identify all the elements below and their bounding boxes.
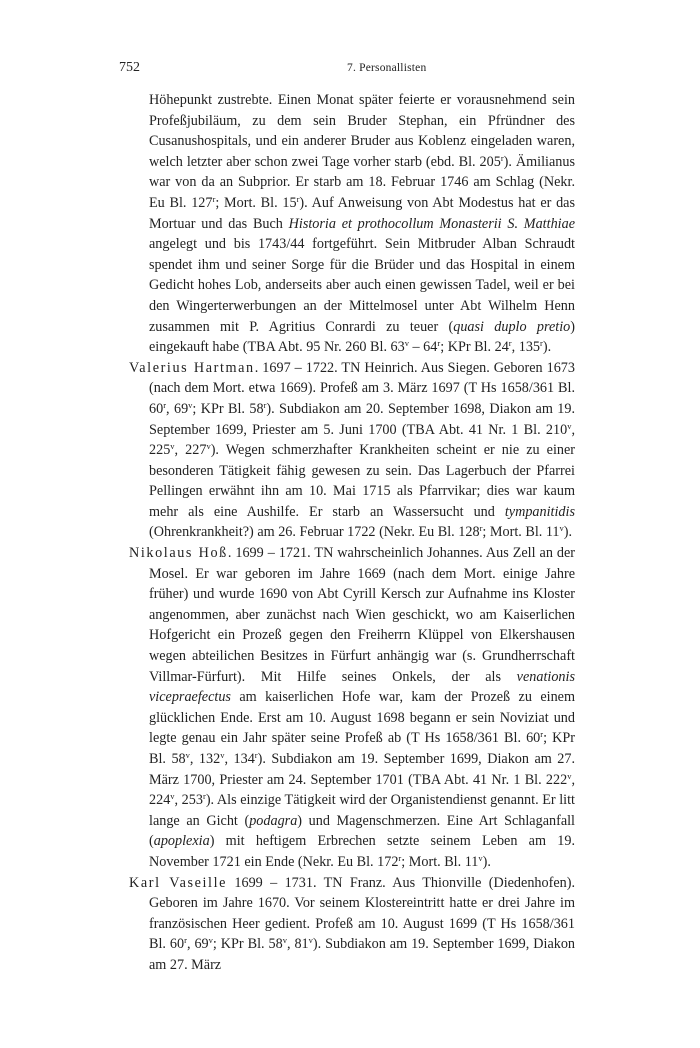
text-run: ; KPr Bl. 58 [149, 730, 575, 767]
latin-term: podagra [249, 812, 298, 829]
text-run: ). [563, 524, 573, 541]
folio-side-marker: v [478, 852, 483, 863]
folio-side-marker: r [540, 338, 543, 349]
running-header [119, 60, 680, 80]
person-entry [129, 543, 575, 873]
continued-paragraph [129, 90, 575, 358]
text-run: 1699 – 1731. TN Franz. Aus Thionville (Diedenhofen). Geboren im Jahre 1670. Vor seinem Klostereintritt hatte er drei Jahre im französischen Heer gedient. Profeß am 10. August 1699 (T Hs 1658/361 Bl. 60 [149, 874, 575, 953]
latin-term: apoplexia [153, 833, 210, 850]
text-run: ). Subdiakon am 19. September 1699, Diakon am 27. März 1700, Priester am 24. September 1701 (TBA Abt. 41 Nr. 1 Bl. 222 [149, 751, 576, 788]
folio-side-marker: r [508, 338, 512, 349]
latin-term: tympanitidis [504, 503, 575, 520]
folio-side-marker: r [540, 729, 544, 740]
folio-side-marker: r [263, 399, 267, 410]
text-run: , 224 [149, 771, 575, 809]
latin-term: quasi duplo pretio [453, 318, 571, 335]
text-run: ; Mort. Bl. 11 [401, 853, 479, 870]
text-run: , 81 [286, 936, 309, 953]
text-run: ; Mort. Bl. 15 [215, 194, 297, 211]
folio-side-marker: v [567, 770, 572, 781]
chapter-title: 7. Personallisten [347, 62, 427, 74]
folio-side-marker: v [308, 935, 313, 946]
text-run: ; KPr Bl. 58 [212, 936, 283, 953]
text-run: , 253 [174, 792, 203, 809]
text-run: am kaiserlichen Hofe war, kam der Prozeß zu einem glücklichen Ende. Erst am 10. August 1698 begann er sein Noviziat und legte genau ein Jahr später seine Profeß ab (T Hs 1658/361 Bl. 60 [149, 689, 575, 747]
folio-side-marker: r [500, 152, 504, 163]
folio-side-marker: r [437, 338, 441, 349]
text-body [129, 90, 575, 976]
person-entry [129, 873, 575, 976]
folio-side-marker: r [398, 852, 402, 863]
text-run: , 69 [186, 936, 209, 953]
text-run: ). Ämilianus war von da an Subprior. Er starb am 18. Februar 1746 am Schlag (Nekr. Eu Bl. 127 [149, 153, 576, 211]
text-run: Höhepunkt zustrebte. Einen Monat später feierte er vorausnehmend sein Profeßjubiläum, zu dem sein Bruder Stephan, ein Pfründner des Cusanushospitals, und ein anderer Bruder aus Koblenz eingeladen waren, welch letzter aber schon zwei Tage vorher starb (ebd. Bl. 205 [149, 92, 575, 170]
text-run: ). [542, 339, 552, 356]
text-run: ). Auf Anweisung von Abt Modestus hat er das Mortuar und das Buch [149, 194, 575, 232]
folio-side-marker: v [170, 791, 175, 802]
page-number: 752 [119, 60, 140, 75]
folio-side-marker: v [185, 750, 190, 760]
folio-side-marker: r [212, 193, 216, 204]
folio-side-marker: v [567, 420, 572, 431]
folio-side-marker: v [559, 523, 564, 534]
folio-side-marker: v [170, 441, 175, 452]
person-name: Valerius Hartman [129, 359, 255, 376]
text-run: ). Subdiakon am 19. September 1699, Diakon am 27. März [149, 936, 576, 973]
text-run: ). [482, 853, 491, 870]
person-name: Karl Vaseille [129, 874, 228, 891]
text-run: , 69 [166, 400, 189, 417]
latin-term: Historia et prothocollum Monasterii S. Matthiae [288, 215, 575, 232]
text-run: ; Mort. Bl. 11 [482, 524, 560, 541]
text-run: ) eingekauft habe (TBA Abt. 95 Nr. 260 Bl. 63 [149, 318, 575, 356]
folio-side-marker: r [184, 935, 187, 946]
text-run: ). Als einzige Tätigkeit wird der Organistendienst genannt. Er litt lange an Gicht ( [149, 792, 575, 829]
folio-side-marker: v [404, 338, 409, 349]
folio-side-marker: r [296, 193, 300, 204]
text-run: , 135 [511, 339, 541, 356]
latin-term: venationis vicepraefectus [149, 668, 575, 706]
folio-side-marker: v [282, 935, 287, 946]
text-run: ). Subdiakon am 20. September 1698, Diakon am 19. September 1699, Priester am 5. Juni 1700 (TBA Abt. 41 Nr. 1 Bl. 210 [149, 400, 575, 438]
text-run: . 1699 – 1721. TN wahrscheinlich Johannes. Aus Zell an der Mosel. Er war geboren im Jahre 1669 (nach dem Mort. einige Jahre früher) und wurde 1690 von Abt Cyrill Kersch zur Aufnahme ins Kloster angenommen, aber zunächst nach Wien geschickt, wo am Kaiserlichen Hofgericht ein Prozeß gegen den Freiherrn Klüppel von Elkershausen wegen abteilichen Besitzes in Fürfurt anhängig war (s. Grundherrschaft Villmar-Fürfurt). Mit Hilfe seines Onkels, der als [149, 545, 575, 685]
text-run: . 1697 – 1722. TN Heinrich. Aus Siegen. Geboren 1673 (nach dem Mort. etwa 1669). Profeß am 3. März 1697 (T Hs 1658/361 Bl. 60 [149, 359, 575, 417]
folio-side-marker: r [479, 523, 483, 534]
text-run: , 134 [224, 751, 255, 767]
text-run: ) mit heftigem Erbrechen setzte seinem Leben am 19. November 1721 ein Ende (Nekr. Eu Bl. 172 [149, 833, 575, 870]
text-run: , 225 [149, 421, 575, 459]
text-run: , 132 [189, 751, 221, 767]
person-entry [129, 358, 575, 543]
folio-side-marker: v [188, 399, 193, 410]
folio-side-marker: r [254, 750, 258, 760]
folio-side-marker: v [208, 935, 213, 946]
text-run: angelegt und bis 1743/44 fortgeführt. Sein Mitbruder Alban Schraudt spendet ihm und seiner Sorge für die Brüder und das Hospital in einem Gedicht hohes Lob, anderseits aber auch einen gewissen Tadel, weil er bei den Wingerterwerbungen an der Mittelmosel unter Abt Wilhelm Henn zusammen mit P. Agritius Conrardi zu teuer ( [149, 236, 575, 335]
folio-side-marker: r [163, 399, 167, 410]
text-run: ). Wegen schmerzhafter Krankheiten scheint er nie zu einer besonderen Tätigkeit fähig gewesen zu sein. Das Lagerbuch der Pfarrei Pellingen erwähnt ihn am 10. Mai 1715 als Pfarrvikar; dies war kaum mehr als eine Aushilfe. Er starb an Wassersucht und [149, 442, 576, 520]
text-run: – 64 [408, 339, 438, 356]
folio-side-marker: v [220, 750, 225, 760]
text-run: ) und Magenschmerzen. Eine Art Schlaganfall ( [149, 812, 575, 850]
text-run: , 227 [174, 442, 207, 459]
text-run: ; KPr Bl. 58 [192, 400, 264, 417]
folio-side-marker: r [202, 791, 206, 802]
text-run: ; KPr Bl. 24 [440, 339, 509, 356]
folio-side-marker: v [206, 441, 211, 452]
text-run: (Ohrenkrankheit?) am 26. Februar 1722 (Nekr. Eu Bl. 128 [149, 524, 480, 541]
person-name: Nikolaus Hoß [129, 545, 228, 562]
